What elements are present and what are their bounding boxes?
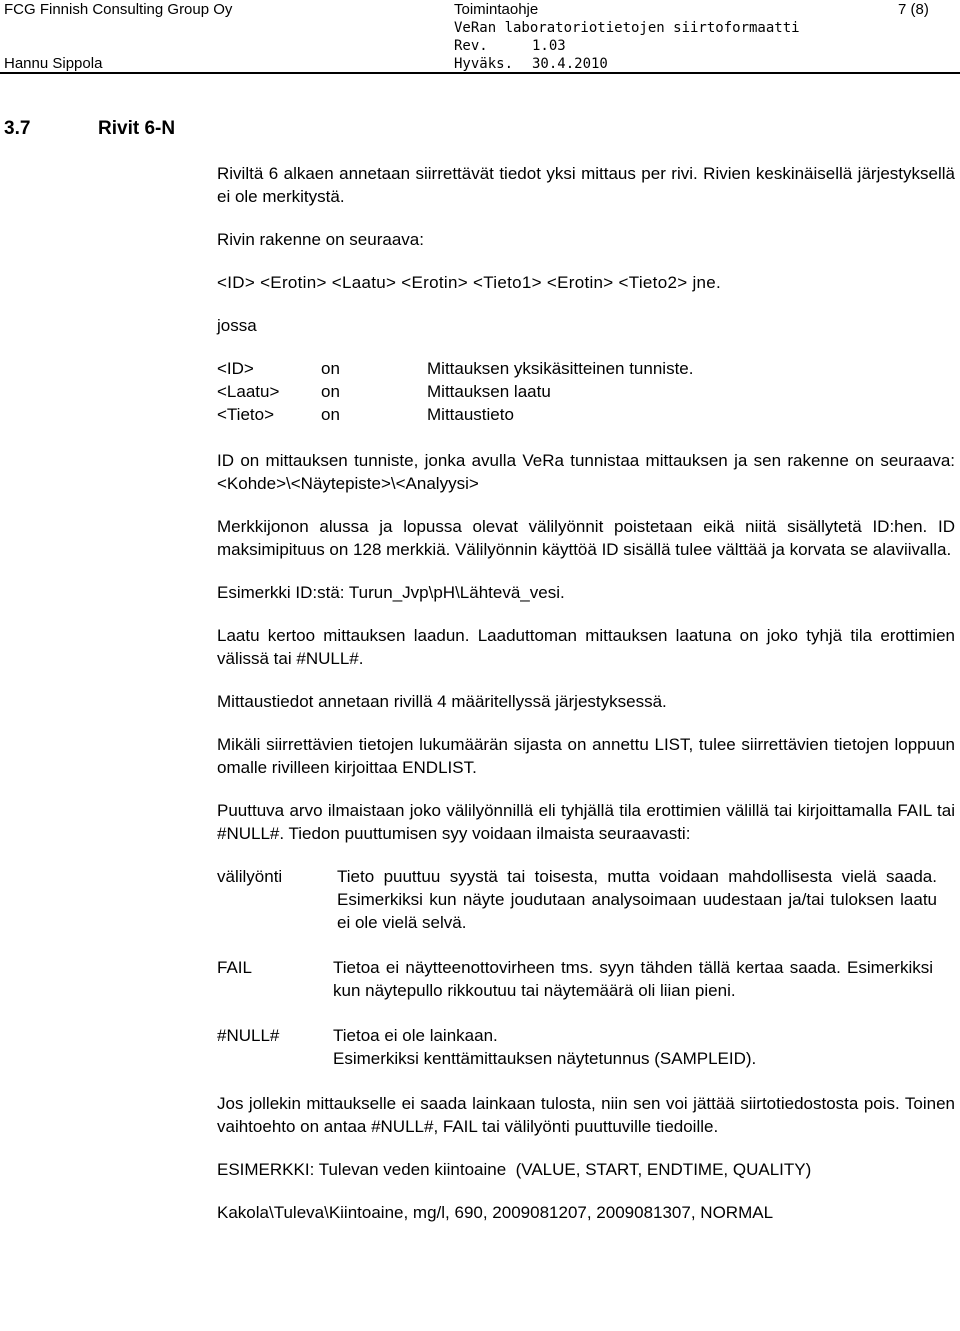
page-number: 7 (8) bbox=[898, 1, 929, 18]
paragraph-rows-intro: Riviltä 6 alkaen annetaan siirrettävät tiedot yksi mittaus per rivi. Rivien keskinäisellä järjestyksellä ei ole merkitystä. bbox=[217, 164, 955, 206]
paragraph-quality: Laatu kertoo mittauksen laadun. Laaduttoman mittauksen laatuna on joko tyhjä tila erottimien välissä tai #NULL#. bbox=[217, 626, 955, 668]
definition-row bbox=[217, 357, 955, 380]
approved-label: Hyväks. bbox=[454, 56, 514, 72]
code-key: välilyönti bbox=[217, 867, 283, 886]
code-description-block bbox=[333, 1024, 933, 1070]
document-title: VeRan laboratoriotietojen siirtoformaatti bbox=[454, 20, 800, 36]
paragraph-example-row: Kakola\Tuleva\Kiintoaine, mg/l, 690, 2009081207, 2009081307, NORMAL bbox=[217, 1203, 774, 1222]
code-row bbox=[217, 865, 955, 934]
paragraph-row-structure: <ID> <Erotin> <Laatu> <Erotin> <Tieto1> <Erotin> <Tieto2> jne. bbox=[217, 273, 722, 292]
page-header bbox=[0, 0, 960, 80]
revision-label: Rev. bbox=[454, 38, 488, 54]
definition-row bbox=[217, 380, 955, 403]
code-key: #NULL# bbox=[217, 1026, 280, 1045]
code-description: Tietoa ei näytteenottovirheen tms. syyn tähden tällä kertaa saada. Esimerkiksi kun näytepullo rikkoutuu tai näytemäärä oli liian pieni. bbox=[333, 958, 933, 1000]
definition-description: Mittauksen yksikäsitteinen tunniste. bbox=[427, 359, 694, 378]
definition-term: <ID> bbox=[217, 359, 254, 378]
paragraph-id-example: Esimerkki ID:stä: Turun_Jvp\pH\Lähtevä_vesi. bbox=[217, 583, 565, 602]
section-body bbox=[217, 162, 955, 1244]
code-description: Tietoa ei ole lainkaan. bbox=[333, 1026, 498, 1045]
definition-relation: on bbox=[321, 359, 340, 378]
section-number: 3.7 bbox=[4, 118, 31, 139]
definition-relation: on bbox=[321, 405, 340, 424]
definition-description: Mittauksen laatu bbox=[427, 382, 551, 401]
definition-list bbox=[217, 357, 955, 426]
document-type: Toimintaohje bbox=[454, 1, 539, 18]
definition-term: <Tieto> bbox=[217, 405, 275, 424]
author-name: Hannu Sippola bbox=[4, 55, 103, 72]
header-divider bbox=[0, 72, 960, 74]
paragraph-missing-value: Puuttuva arvo ilmaistaan joko välilyönnillä eli tyhjällä tila erottimien välillä tai kirjoittamalla FAIL tai #NULL#. Tiedon puuttumisen syy voidaan ilmaista seuraavasti: bbox=[217, 801, 955, 843]
code-description-example: Esimerkiksi kenttämittauksen näytetunnus (SAMPLEID). bbox=[333, 1049, 757, 1068]
company-name: FCG Finnish Consulting Group Oy bbox=[4, 1, 233, 18]
approved-date: 30.4.2010 bbox=[532, 56, 608, 72]
code-key: FAIL bbox=[217, 958, 252, 977]
definition-term: <Laatu> bbox=[217, 382, 280, 401]
paragraph-structure-intro: Rivin rakenne on seuraava: bbox=[217, 230, 424, 249]
code-description: Tieto puuttuu syystä tai toisesta, mutta voidaan mahdollisesta vielä saada. Esimerkiksi kun näyte joudutaan analysoimaan uudestaan ja/tai tuloksen laatu ei ole vielä selvä. bbox=[337, 867, 937, 932]
section-heading bbox=[4, 117, 175, 140]
paragraph-measurement-order: Mittaustiedot annetaan rivillä 4 määritellyssä järjestyksessä. bbox=[217, 692, 667, 711]
paragraph-omit-results: Jos jollekin mittaukselle ei saada lainkaan tulosta, niin sen voi jättää siirtotiedostosta pois. Toinen vaihtoehto on antaa #NULL#, FAIL tai välilyönti puuttuville tiedoille. bbox=[217, 1094, 955, 1136]
code-row bbox=[217, 1024, 955, 1070]
code-row bbox=[217, 956, 955, 1002]
paragraph-where: jossa bbox=[217, 316, 257, 335]
paragraph-example-heading: ESIMERKKI: Tulevan veden kiintoaine (VALUE, START, ENDTIME, QUALITY) bbox=[217, 1160, 812, 1179]
paragraph-endlist: Mikäli siirrettävien tietojen lukumäärän sijasta on annettu LIST, tulee siirrettävien tietojen loppuun omalle rivilleen kirjoittaa ENDLIST. bbox=[217, 735, 955, 777]
paragraph-id-structure: ID on mittauksen tunniste, jonka avulla VeRa tunnistaa mittauksen ja sen rakenne on seuraava: <Kohde>\<Näytepiste>\<Analyysi> bbox=[217, 451, 955, 493]
paragraph-id-whitespace: Merkkijonon alussa ja lopussa olevat välilyönnit poistetaan eikä niitä sisällytetä ID:hen. ID maksimipituus on 128 merkkiä. Välilyönnin käyttöä ID sisällä tulee välttää ja korvata se alaviivalla. bbox=[217, 517, 955, 559]
revision-value: 1.03 bbox=[532, 38, 566, 54]
section-title: Rivit 6-N bbox=[98, 118, 176, 139]
definition-relation: on bbox=[321, 382, 340, 401]
missing-value-codes bbox=[217, 865, 955, 1070]
definition-description: Mittaustieto bbox=[427, 405, 514, 424]
definition-row bbox=[217, 403, 955, 426]
